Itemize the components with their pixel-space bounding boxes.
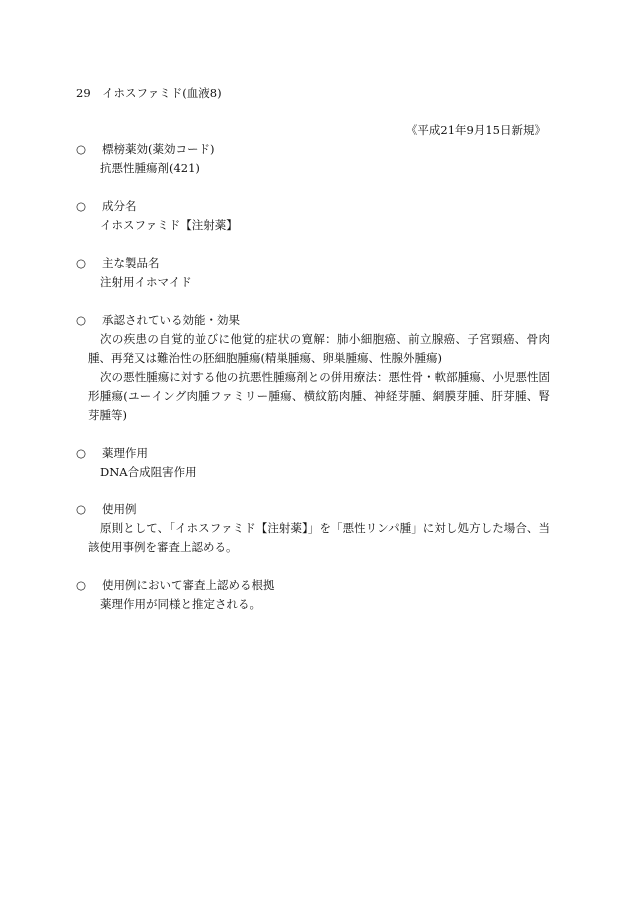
section-body: 薬理作用が同様と推定される。	[100, 597, 261, 611]
indication-paragraph: 次の悪性腫瘍に対する他の抗悪性腫瘍剤との併用療法：悪性骨・軟部腫瘍、小児悪性固形腫瘍(ユーイング肉腫ファミリー腫瘍、横紋筋肉腫、神経芽腫、網膜芽腫、肝芽腫、腎芽腫等)	[88, 370, 550, 422]
section-pharmacology	[76, 444, 556, 482]
section-body: イホスファミド【注射薬】	[100, 218, 238, 232]
bullet-circle: ○	[76, 199, 87, 213]
document-number: 29	[76, 86, 91, 100]
section-body: 抗悪性腫瘍剤(421)	[100, 161, 200, 175]
section-heading: 主な製品名	[102, 256, 160, 270]
section-heading: 承認されている効能・効果	[102, 313, 240, 327]
section-heading: 使用例	[102, 502, 137, 516]
section-body: DNA合成阻害作用	[100, 465, 197, 479]
bullet-circle: ○	[76, 502, 87, 516]
section-heading: 使用例において審査上認める根拠	[102, 578, 275, 592]
bullet-circle: ○	[76, 578, 87, 592]
section-products	[76, 254, 556, 292]
bullet-circle: ○	[76, 142, 87, 156]
indication-paragraph: 次の疾患の自覚的並びに他覚的症状の寛解：肺小細胞癌、前立腺癌、子宮頸癌、骨肉腫、再発又は難治性の胚細胞腫瘍(精巣腫瘍、卵巣腫瘍、性腺外腫瘍)	[88, 332, 550, 365]
revision-note: 《平成21年9月15日新規》	[405, 123, 546, 137]
section-approved-indications	[76, 311, 556, 425]
section-heading: 薬理作用	[102, 446, 148, 460]
bullet-circle: ○	[76, 313, 87, 327]
section-usage-example	[76, 500, 556, 557]
usage-paragraph: 原則として、「イホスファミド【注射薬】」を「悪性リンパ腫」に対し処方した場合、当該使用事例を審査上認める。	[88, 521, 550, 554]
section-body: 注射用イホマイド	[100, 275, 192, 289]
document-title	[76, 84, 222, 103]
section-heading: 成分名	[102, 199, 137, 213]
section-indication-category	[76, 140, 556, 178]
document-title-text: イホスファミド(血液8)	[102, 86, 222, 100]
bullet-circle: ○	[76, 446, 87, 460]
section-rationale	[76, 576, 556, 614]
section-heading: 標榜薬効(薬効コード)	[102, 142, 215, 156]
section-ingredient	[76, 197, 556, 235]
bullet-circle: ○	[76, 256, 87, 270]
